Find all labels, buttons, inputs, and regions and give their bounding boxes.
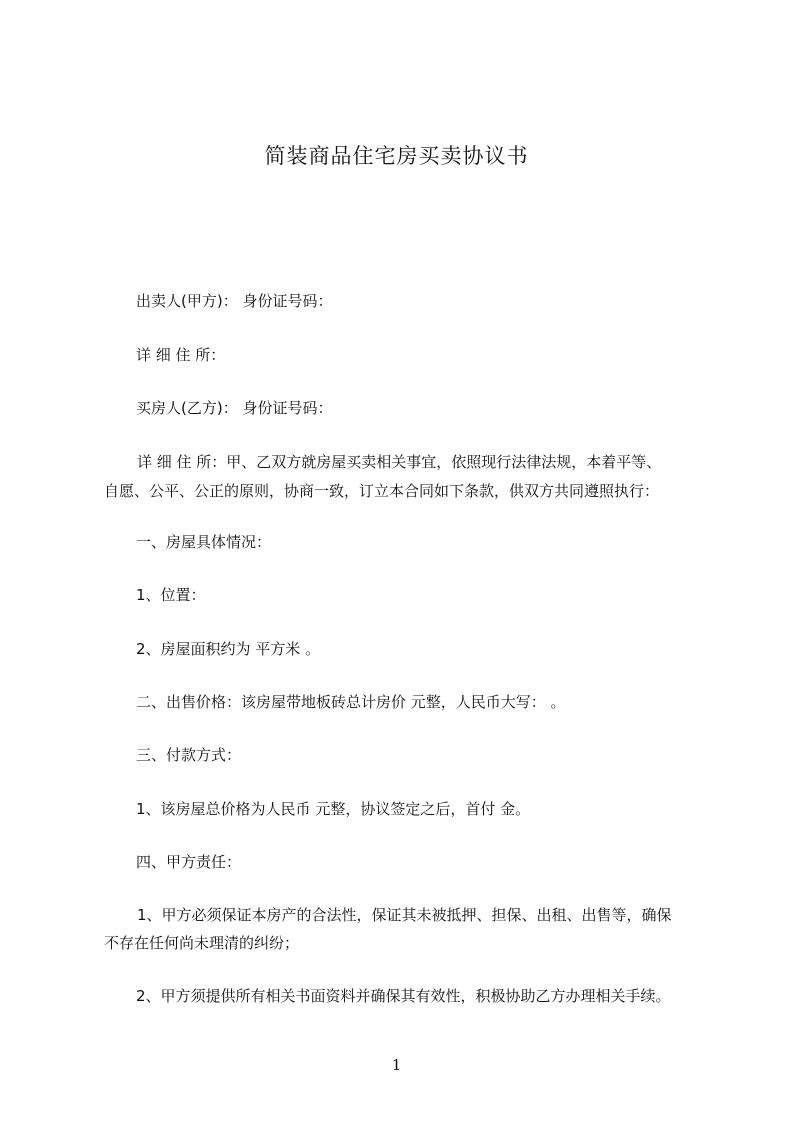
buyer-address-line: 详 细 住 所：甲、乙双方就房屋买卖相关事宜，依照现行法律法规，本着平等、 [137, 453, 662, 471]
section-3-item-1: 1、该房屋总价格为人民币 元整，协议签定之后，首付 金。 [136, 800, 531, 818]
section-1-item-1: 1、位置： [136, 586, 206, 604]
section-1-heading: 一、房屋具体情况： [136, 533, 272, 551]
seller-address-line: 详 细 住 所： [136, 346, 226, 364]
section-2-heading: 二、出售价格：该房屋带地板砖总计房价 元整，人民币大写： 。 [136, 693, 566, 711]
section-3-heading: 三、付款方式： [136, 746, 242, 764]
section-4-heading: 四、甲方责任： [136, 853, 242, 871]
buyer-line: 买房人(乙方)： 身份证号码： [136, 399, 333, 417]
section-4-item-2: 2、甲方须提供所有相关书面资料并确保其有效性，积极协助乙方办理相关手续。 [136, 987, 671, 1005]
preamble-continuation: 自愿、公平、公正的原则，协商一致，订立本合同如下条款，供双方共同遵照执行： [104, 482, 660, 500]
section-4-item-1: 1、甲方必须保证本房产的合法性，保证其未被抵押、担保、出租、出售等，确保 [137, 906, 672, 924]
seller-line: 出卖人(甲方)： 身份证号码： [136, 292, 333, 310]
page-number: 1 [391, 1056, 402, 1074]
section-4-item-1-continuation: 不存在任何尚未理清的纠纷； [104, 934, 300, 952]
document-title: 简装商品住宅房买卖协议书 [264, 144, 529, 168]
section-1-item-2: 2、房屋面积约为 平方米 。 [136, 640, 321, 658]
